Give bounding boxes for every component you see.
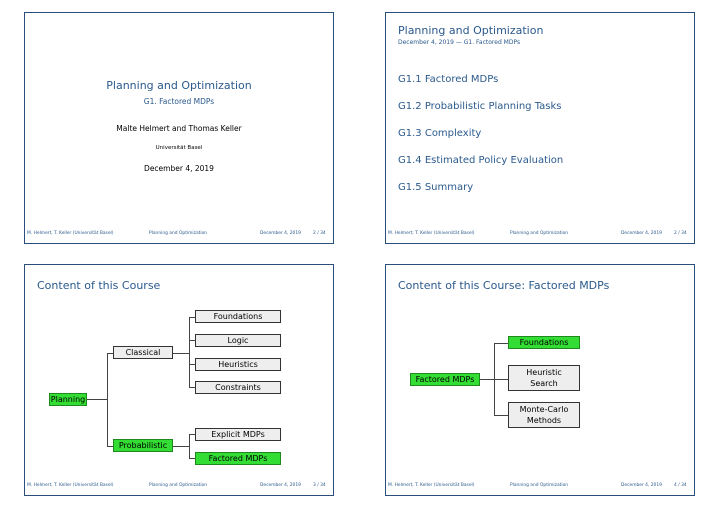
slide-factored-mdps-title: Content of this Course: Factored MDPs	[398, 279, 610, 292]
slide-footer	[386, 231, 694, 239]
footer-course: Planning and Optimization	[149, 231, 208, 236]
slide-course-content	[24, 264, 334, 496]
node-monte-carlo	[508, 402, 580, 428]
tree-connector	[480, 379, 494, 380]
tree-connector	[173, 446, 189, 447]
node-explicit-mdps: Explicit MDPs	[195, 428, 281, 441]
slide-factored-mdps	[385, 264, 695, 496]
footer-page: 3 / 34	[313, 483, 326, 488]
node-heuristic-search-line1: Heuristic	[526, 368, 562, 377]
toc-item[interactable]: G1.1 Factored MDPs	[398, 74, 499, 85]
slide-title	[24, 12, 334, 244]
footer-course: Planning and Optimization	[510, 483, 569, 488]
slide-course-content-title: Content of this Course	[37, 279, 161, 292]
tree-connector	[494, 415, 508, 416]
slide-title-date: December 4, 2019	[144, 164, 214, 173]
slide-title-heading: Planning and Optimization	[106, 79, 252, 92]
footer-authors: M. Helmert, T. Keller (Universität Basel)	[27, 231, 114, 236]
slide-footer	[386, 483, 694, 491]
slide-outline-title: Planning and Optimization	[398, 24, 544, 37]
node-probabilistic: Probabilistic	[113, 439, 173, 452]
slide-footer	[25, 231, 333, 239]
tree-connector	[85, 399, 107, 400]
tree-connector	[189, 434, 190, 458]
tree-connector	[494, 343, 508, 344]
node-logic: Logic	[195, 334, 281, 347]
footer-page: 4 / 34	[674, 483, 687, 488]
node-heuristic-search	[508, 365, 580, 391]
node-monte-carlo-line1: Monte-Carlo	[519, 405, 569, 414]
slide-title-institute: Universität Basel	[155, 145, 203, 151]
node-factored-mdps: Factored MDPs	[195, 452, 281, 465]
node-planning: Planning	[50, 395, 86, 404]
node-heuristics: Heuristics	[195, 358, 281, 371]
slide-outline	[385, 12, 695, 244]
slide-footer	[25, 483, 333, 491]
footer-course: Planning and Optimization	[149, 483, 208, 488]
footer-date: December 4, 2019	[621, 231, 662, 236]
tree-connector	[173, 353, 189, 354]
toc-item[interactable]: G1.5 Summary	[398, 182, 474, 193]
tree-connector	[107, 353, 108, 447]
node-foundations: Foundations	[195, 310, 281, 323]
slide-title-authors: Malte Helmert and Thomas Keller	[116, 124, 242, 133]
toc-item[interactable]: G1.4 Estimated Policy Evaluation	[398, 155, 564, 166]
tree-connector	[189, 317, 190, 388]
footer-date: December 4, 2019	[621, 483, 662, 488]
node-constraints: Constraints	[195, 381, 281, 394]
footer-course: Planning and Optimization	[510, 231, 569, 236]
footer-authors: M. Helmert, T. Keller (Universität Basel)	[27, 483, 114, 488]
footer-authors: M. Helmert, T. Keller (Universität Basel)	[388, 231, 475, 236]
node-classical: Classical	[113, 346, 173, 359]
footer-date: December 4, 2019	[260, 231, 301, 236]
toc-item[interactable]: G1.2 Probabilistic Planning Tasks	[398, 101, 562, 112]
footer-page: 2 / 34	[674, 231, 687, 236]
footer-date: December 4, 2019	[260, 483, 301, 488]
toc-item[interactable]: G1.3 Complexity	[398, 128, 482, 139]
tree-connector	[494, 379, 508, 380]
node-factored-mdps: Factored MDPs	[410, 373, 480, 386]
node-foundations: Foundations	[508, 336, 580, 349]
node-monte-carlo-line2: Methods	[526, 416, 562, 425]
slide-title-subtitle: G1. Factored MDPs	[143, 97, 215, 106]
footer-page: 2 / 34	[313, 231, 326, 236]
footer-authors: M. Helmert, T. Keller (Universität Basel)	[388, 483, 475, 488]
node-heuristic-search-line2: Search	[530, 379, 558, 388]
slide-outline-subtitle: December 4, 2019 — G1. Factored MDPs	[398, 39, 521, 46]
